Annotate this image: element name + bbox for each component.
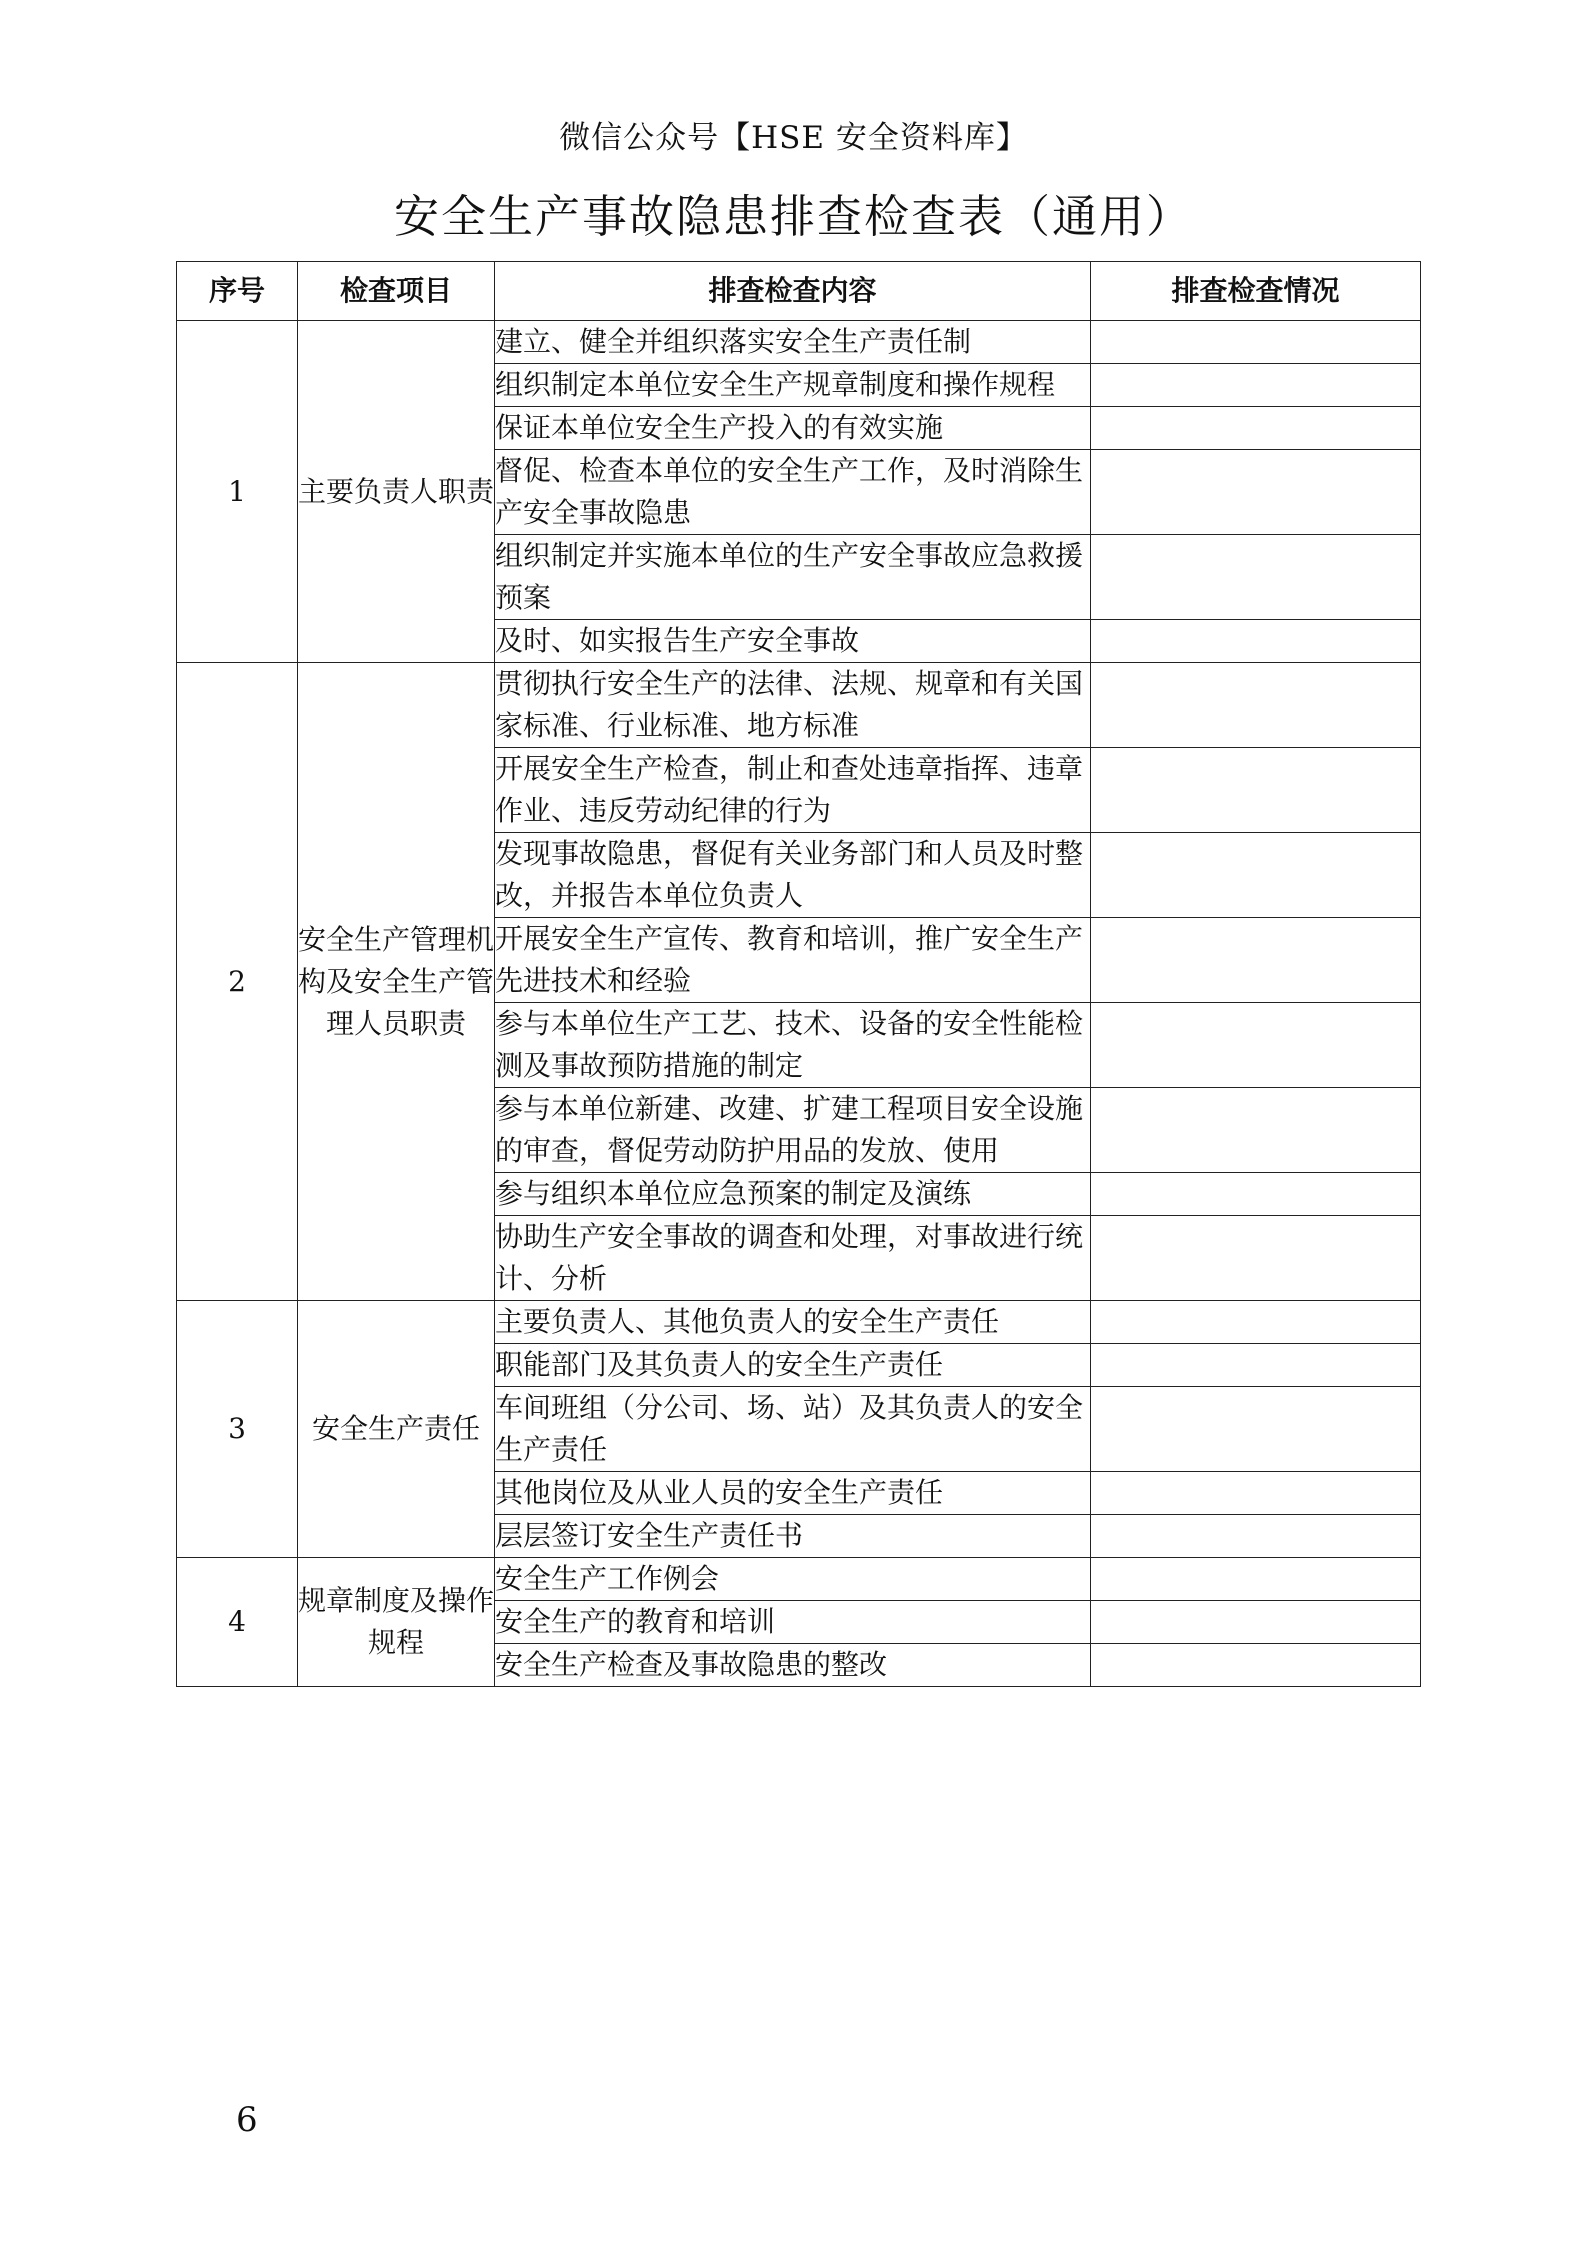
table-row bbox=[177, 321, 1421, 364]
column-header-index: 序号 bbox=[177, 262, 298, 321]
document-title: 安全生产事故隐患排查检查表（通用） bbox=[393, 190, 1193, 243]
check-content: 发现事故隐患，督促有关业务部门和人员及时整改，并报告本单位负责人 bbox=[495, 833, 1091, 918]
column-header-content: 排查检查内容 bbox=[495, 262, 1091, 321]
check-content: 及时、如实报告生产安全事故 bbox=[495, 620, 1091, 663]
check-result-cell[interactable] bbox=[1091, 450, 1421, 535]
check-result-cell[interactable] bbox=[1091, 535, 1421, 620]
check-content: 督促、检查本单位的安全生产工作，及时消除生产安全事故隐患 bbox=[495, 450, 1091, 535]
check-result-cell[interactable] bbox=[1091, 321, 1421, 364]
check-content: 贯彻执行安全生产的法律、法规、规章和有关国家标准、行业标准、地方标准 bbox=[495, 663, 1091, 748]
check-content: 安全生产检查及事故隐患的整改 bbox=[495, 1644, 1091, 1687]
check-result-cell[interactable] bbox=[1091, 1216, 1421, 1301]
group-project: 主要负责人职责 bbox=[298, 321, 495, 663]
check-result-cell[interactable] bbox=[1091, 364, 1421, 407]
group-index: 2 bbox=[177, 663, 298, 1301]
check-result-cell[interactable] bbox=[1091, 1515, 1421, 1558]
check-content: 组织制定本单位安全生产规章制度和操作规程 bbox=[495, 364, 1091, 407]
inspection-table bbox=[176, 261, 1421, 1687]
check-result-cell[interactable] bbox=[1091, 1344, 1421, 1387]
check-result-cell[interactable] bbox=[1091, 1301, 1421, 1344]
column-header-result: 排查检查情况 bbox=[1091, 262, 1421, 321]
table-row bbox=[177, 663, 1421, 748]
check-content: 参与组织本单位应急预案的制定及演练 bbox=[495, 1173, 1091, 1216]
group-index: 3 bbox=[177, 1301, 298, 1558]
group-project: 安全生产责任 bbox=[298, 1301, 495, 1558]
check-result-cell[interactable] bbox=[1091, 1644, 1421, 1687]
group-project: 安全生产管理机构及安全生产管理人员职责 bbox=[298, 663, 495, 1301]
group-index: 1 bbox=[177, 321, 298, 663]
check-result-cell[interactable] bbox=[1091, 1088, 1421, 1173]
check-result-cell[interactable] bbox=[1091, 918, 1421, 1003]
check-content: 保证本单位安全生产投入的有效实施 bbox=[495, 407, 1091, 450]
group-project: 规章制度及操作规程 bbox=[298, 1558, 495, 1687]
check-content: 车间班组（分公司、场、站）及其负责人的安全生产责任 bbox=[495, 1387, 1091, 1472]
check-result-cell[interactable] bbox=[1091, 663, 1421, 748]
table-row bbox=[177, 1301, 1421, 1344]
check-content: 组织制定并实施本单位的生产安全事故应急救援预案 bbox=[495, 535, 1091, 620]
check-result-cell[interactable] bbox=[1091, 833, 1421, 918]
check-result-cell[interactable] bbox=[1091, 407, 1421, 450]
page-number: 6 bbox=[236, 2100, 258, 2140]
check-result-cell[interactable] bbox=[1091, 1558, 1421, 1601]
check-content: 开展安全生产检查，制止和查处违章指挥、违章作业、违反劳动纪律的行为 bbox=[495, 748, 1091, 833]
check-result-cell[interactable] bbox=[1091, 1173, 1421, 1216]
column-header-project: 检查项目 bbox=[298, 262, 495, 321]
check-result-cell[interactable] bbox=[1091, 1003, 1421, 1088]
check-content: 安全生产的教育和培训 bbox=[495, 1601, 1091, 1644]
check-content: 职能部门及其负责人的安全生产责任 bbox=[495, 1344, 1091, 1387]
check-content: 层层签订安全生产责任书 bbox=[495, 1515, 1091, 1558]
check-content: 安全生产工作例会 bbox=[495, 1558, 1091, 1601]
document-header: 微信公众号【HSE 安全资料库】 bbox=[559, 120, 1028, 156]
check-content: 参与本单位新建、改建、扩建工程项目安全设施的审查，督促劳动防护用品的发放、使用 bbox=[495, 1088, 1091, 1173]
check-result-cell[interactable] bbox=[1091, 1601, 1421, 1644]
check-content: 其他岗位及从业人员的安全生产责任 bbox=[495, 1472, 1091, 1515]
table-header-row bbox=[177, 262, 1421, 321]
check-content: 主要负责人、其他负责人的安全生产责任 bbox=[495, 1301, 1091, 1344]
check-content: 参与本单位生产工艺、技术、设备的安全性能检测及事故预防措施的制定 bbox=[495, 1003, 1091, 1088]
check-result-cell[interactable] bbox=[1091, 1472, 1421, 1515]
check-result-cell[interactable] bbox=[1091, 748, 1421, 833]
check-result-cell[interactable] bbox=[1091, 1387, 1421, 1472]
check-content: 建立、健全并组织落实安全生产责任制 bbox=[495, 321, 1091, 364]
table-row bbox=[177, 1558, 1421, 1601]
group-index: 4 bbox=[177, 1558, 298, 1687]
check-result-cell[interactable] bbox=[1091, 620, 1421, 663]
check-content: 协助生产安全事故的调查和处理，对事故进行统计、分析 bbox=[495, 1216, 1091, 1301]
check-content: 开展安全生产宣传、教育和培训，推广安全生产先进技术和经验 bbox=[495, 918, 1091, 1003]
